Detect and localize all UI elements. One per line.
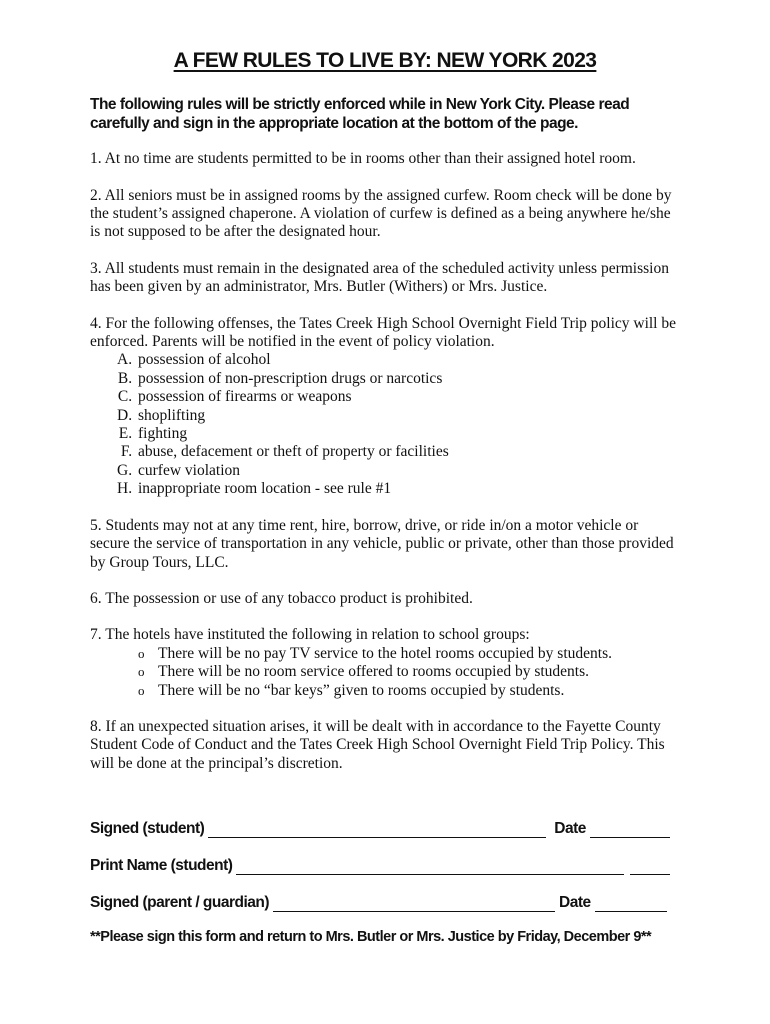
return-instructions: **Please sign this form and return to Mrs. Butler or Mrs. Justice by Friday, December 9** [90,929,652,946]
intro-text: The following rules will be strictly enforced while in New York City. Please read carefully and sign in the appropriate location at the bottom of the page. [90,96,630,133]
signature-section [90,818,680,945]
rule-8 [90,718,680,773]
page-title: A FEW RULES TO LIVE BY: NEW YORK 2023 [173,49,597,72]
parent-signature-label: Signed (parent / guardian) [90,894,270,912]
rule-6 [90,590,680,608]
bullet-icon: o [138,664,145,680]
rule-2 [90,187,680,242]
rule-text: 1. At no time are students permitted to be in rooms other than their assigned hotel room. [90,150,636,168]
date-label: Date [559,894,591,912]
rules-document [90,48,680,945]
list-item: A. possession of alcohol [136,351,680,369]
list-item [138,663,680,681]
rule-text: 6. The possession or use of any tobacco product is prohibited. [90,589,473,607]
student-date-field[interactable] [590,823,670,838]
list-item [138,645,680,663]
rule-text: 3. All students must remain in the designated area of the scheduled activity unless permission has been given by an administrator, Mrs. Butler (Withers) or Mrs. Justice. [90,259,669,296]
rule-3 [90,260,680,297]
rule-5 [90,517,680,572]
offense-list [90,351,680,498]
student-signature-line [90,818,680,838]
list-item-text: There will be no “bar keys” given to rooms occupied by students. [158,681,565,699]
rule-text: 4. For the following offenses, the Tates Creek High School Overnight Field Trip policy will be enforced. Parents will be notified in the event of policy violation. [90,314,676,351]
bullet-icon: o [138,645,145,661]
list-item: F. abuse, defacement or theft of property or facilities [136,443,680,461]
list-item [138,682,680,700]
list-item: D. shoplifting [136,407,680,425]
print-name-label: Print Name (student) [90,857,233,875]
print-name-line [90,855,680,875]
list-item: H. inappropriate room location - see rule #1 [136,480,680,498]
parent-date-field[interactable] [595,897,667,912]
student-signature-field[interactable] [208,823,546,838]
rule-text: 8. If an unexpected situation arises, it will be dealt with in accordance to the Fayette County Student Code of Conduct and the Tates Creek High School Overnight Field Trip Policy. This will be done at the principal’s discretion. [90,717,665,772]
hotel-policy-list [90,645,680,700]
print-name-extra-field[interactable] [630,860,670,875]
rule-text: 2. All seniors must be in assigned rooms by the assigned curfew. Room check will be done by the student’s assigned chaperone. A violation of curfew is defined as a being anywhere he/she is not supposed to be after the designated hour. [90,186,672,241]
print-name-field[interactable] [236,860,624,875]
list-item-text: There will be no pay TV service to the hotel rooms occupied by students. [158,644,612,662]
rule-text: 7. The hotels have instituted the following in relation to school groups: [90,626,530,644]
date-label: Date [554,820,586,838]
list-item: G. curfew violation [136,462,680,480]
rule-1 [90,150,680,168]
list-item: B. possession of non-prescription drugs or narcotics [136,370,680,388]
parent-signature-line [90,892,680,912]
parent-signature-field[interactable] [273,897,555,912]
student-signature-label: Signed (student) [90,820,205,838]
list-item-text: There will be no room service offered to rooms occupied by students. [158,663,590,681]
rule-4 [90,315,680,499]
bullet-icon: o [138,682,145,698]
rule-7 [90,626,680,700]
list-item: E. fighting [136,425,680,443]
list-item: C. possession of firearms or weapons [136,388,680,406]
rule-text: 5. Students may not at any time rent, hire, borrow, drive, or ride in/on a motor vehicle or secure the service of transportation in any vehicle, public or private, other than those provided by Group Tours, LLC. [90,516,674,571]
